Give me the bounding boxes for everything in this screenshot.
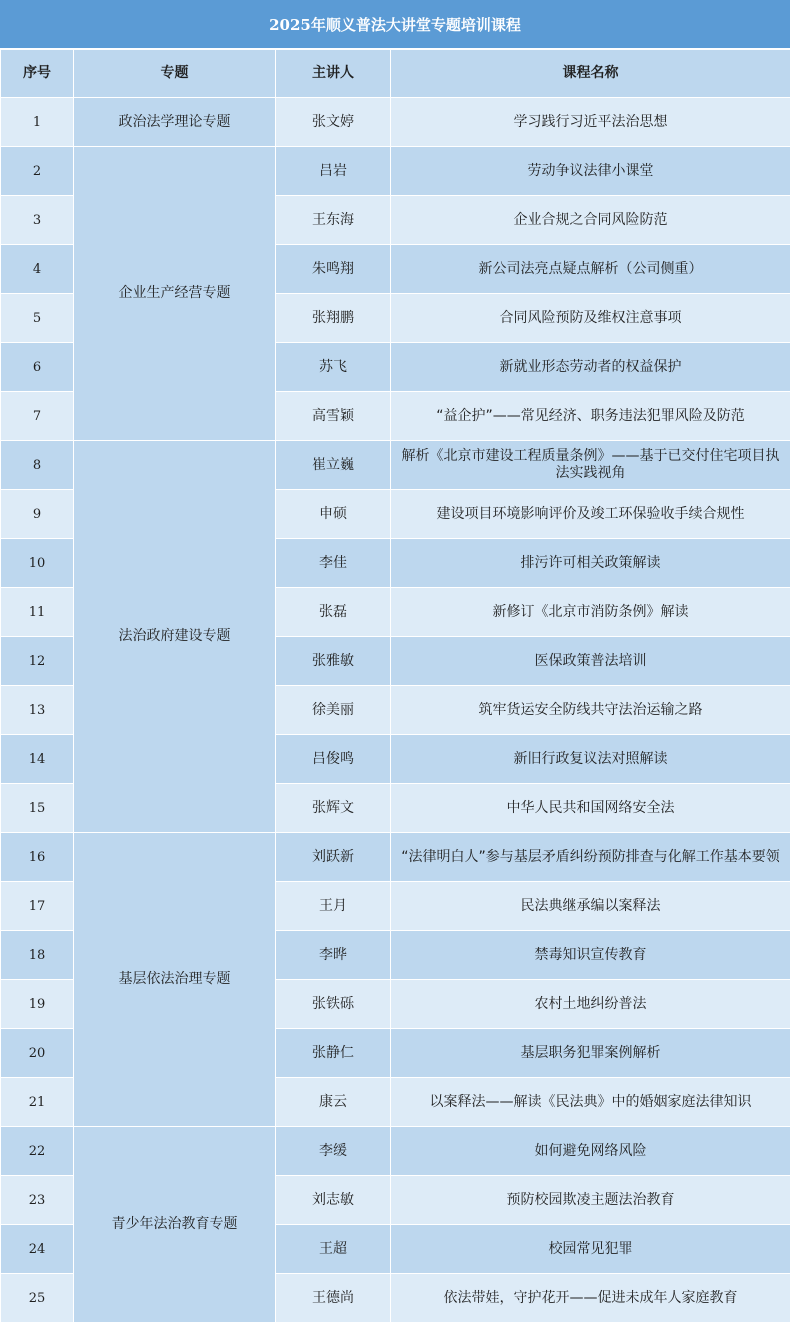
speaker-cell: 苏飞 (276, 343, 391, 392)
course-name-cell: 劳动争议法律小课堂 (391, 147, 790, 196)
speaker-cell: 王超 (276, 1225, 391, 1274)
speaker-cell: 李缓 (276, 1127, 391, 1176)
row-number: 2 (1, 147, 74, 196)
speaker-cell: 朱鸣翔 (276, 245, 391, 294)
speaker-cell: 张辉文 (276, 784, 391, 833)
row-number: 22 (1, 1127, 74, 1176)
speaker-cell: 康云 (276, 1078, 391, 1127)
speaker-cell: 高雪颖 (276, 392, 391, 441)
speaker-cell: 张铁砾 (276, 980, 391, 1029)
course-name-cell: “法律明白人”参与基层矛盾纠纷预防排查与化解工作基本要领 (391, 833, 790, 882)
row-number: 17 (1, 882, 74, 931)
row-number: 1 (1, 98, 74, 147)
course-name-cell: 中华人民共和国网络安全法 (391, 784, 790, 833)
header-row (1, 50, 790, 98)
course-name-cell: “益企护”——常见经济、职务违法犯罪风险及防范 (391, 392, 790, 441)
row-number: 6 (1, 343, 74, 392)
table-row (1, 1127, 790, 1176)
row-number: 13 (1, 686, 74, 735)
row-number: 15 (1, 784, 74, 833)
course-name-cell: 基层职务犯罪案例解析 (391, 1029, 790, 1078)
course-name-cell: 依法带娃，守护花开——促进未成年人家庭教育 (391, 1274, 790, 1323)
speaker-cell: 徐美丽 (276, 686, 391, 735)
speaker-cell: 王东海 (276, 196, 391, 245)
topic-cell: 政治法学理论专题 (74, 98, 276, 147)
speaker-cell: 张文婷 (276, 98, 391, 147)
table-title: 2025年顺义普法大讲堂专题培训课程 (0, 0, 790, 49)
speaker-cell: 张磊 (276, 588, 391, 637)
row-number: 21 (1, 1078, 74, 1127)
course-name-cell: 学习践行习近平法治思想 (391, 98, 790, 147)
row-number: 19 (1, 980, 74, 1029)
row-number: 18 (1, 931, 74, 980)
topic-cell: 基层依法治理专题 (74, 833, 276, 1127)
row-number: 23 (1, 1176, 74, 1225)
topic-cell: 法治政府建设专题 (74, 441, 276, 833)
course-name-cell: 新公司法亮点疑点解析（公司侧重） (391, 245, 790, 294)
speaker-cell: 吕俊鸣 (276, 735, 391, 784)
row-number: 14 (1, 735, 74, 784)
row-number: 5 (1, 294, 74, 343)
header-number: 序号 (1, 50, 74, 98)
table-row (1, 441, 790, 490)
topic-cell: 青少年法治教育专题 (74, 1127, 276, 1323)
course-name-cell: 新旧行政复议法对照解读 (391, 735, 790, 784)
course-name-cell: 新修订《北京市消防条例》解读 (391, 588, 790, 637)
course-name-cell: 民法典继承编以案释法 (391, 882, 790, 931)
row-number: 16 (1, 833, 74, 882)
row-number: 4 (1, 245, 74, 294)
row-number: 12 (1, 637, 74, 686)
row-number: 11 (1, 588, 74, 637)
speaker-cell: 申硕 (276, 490, 391, 539)
course-name-cell: 医保政策普法培训 (391, 637, 790, 686)
course-name-cell: 合同风险预防及维权注意事项 (391, 294, 790, 343)
speaker-cell: 李佳 (276, 539, 391, 588)
course-name-cell: 筑牢货运安全防线共守法治运输之路 (391, 686, 790, 735)
table-row (1, 147, 790, 196)
speaker-cell: 刘志敏 (276, 1176, 391, 1225)
course-table (0, 49, 790, 1323)
row-number: 7 (1, 392, 74, 441)
row-number: 9 (1, 490, 74, 539)
topic-cell: 企业生产经营专题 (74, 147, 276, 441)
table-body (1, 98, 790, 1323)
course-name-cell: 预防校园欺凌主题法治教育 (391, 1176, 790, 1225)
speaker-cell: 吕岩 (276, 147, 391, 196)
course-name-cell: 排污许可相关政策解读 (391, 539, 790, 588)
header-topic: 专题 (74, 50, 276, 98)
speaker-cell: 李晔 (276, 931, 391, 980)
speaker-cell: 王德尚 (276, 1274, 391, 1323)
course-name-cell: 以案释法——解读《民法典》中的婚姻家庭法律知识 (391, 1078, 790, 1127)
row-number: 8 (1, 441, 74, 490)
row-number: 25 (1, 1274, 74, 1323)
speaker-cell: 崔立巍 (276, 441, 391, 490)
speaker-cell: 张静仁 (276, 1029, 391, 1078)
speaker-cell: 张雅敏 (276, 637, 391, 686)
speaker-cell: 刘跃新 (276, 833, 391, 882)
course-name-cell: 企业合规之合同风险防范 (391, 196, 790, 245)
course-name-cell: 建设项目环境影响评价及竣工环保验收手续合规性 (391, 490, 790, 539)
row-number: 10 (1, 539, 74, 588)
course-name-cell: 解析《北京市建设工程质量条例》——基于已交付住宅项目执法实践视角 (391, 441, 790, 490)
course-name-cell: 新就业形态劳动者的权益保护 (391, 343, 790, 392)
course-name-cell: 禁毒知识宣传教育 (391, 931, 790, 980)
speaker-cell: 张翔鹏 (276, 294, 391, 343)
row-number: 20 (1, 1029, 74, 1078)
course-name-cell: 如何避免网络风险 (391, 1127, 790, 1176)
row-number: 3 (1, 196, 74, 245)
speaker-cell: 王月 (276, 882, 391, 931)
table-row (1, 98, 790, 147)
header-course: 课程名称 (391, 50, 790, 98)
table-row (1, 833, 790, 882)
row-number: 24 (1, 1225, 74, 1274)
course-name-cell: 校园常见犯罪 (391, 1225, 790, 1274)
course-name-cell: 农村土地纠纷普法 (391, 980, 790, 1029)
header-speaker: 主讲人 (276, 50, 391, 98)
